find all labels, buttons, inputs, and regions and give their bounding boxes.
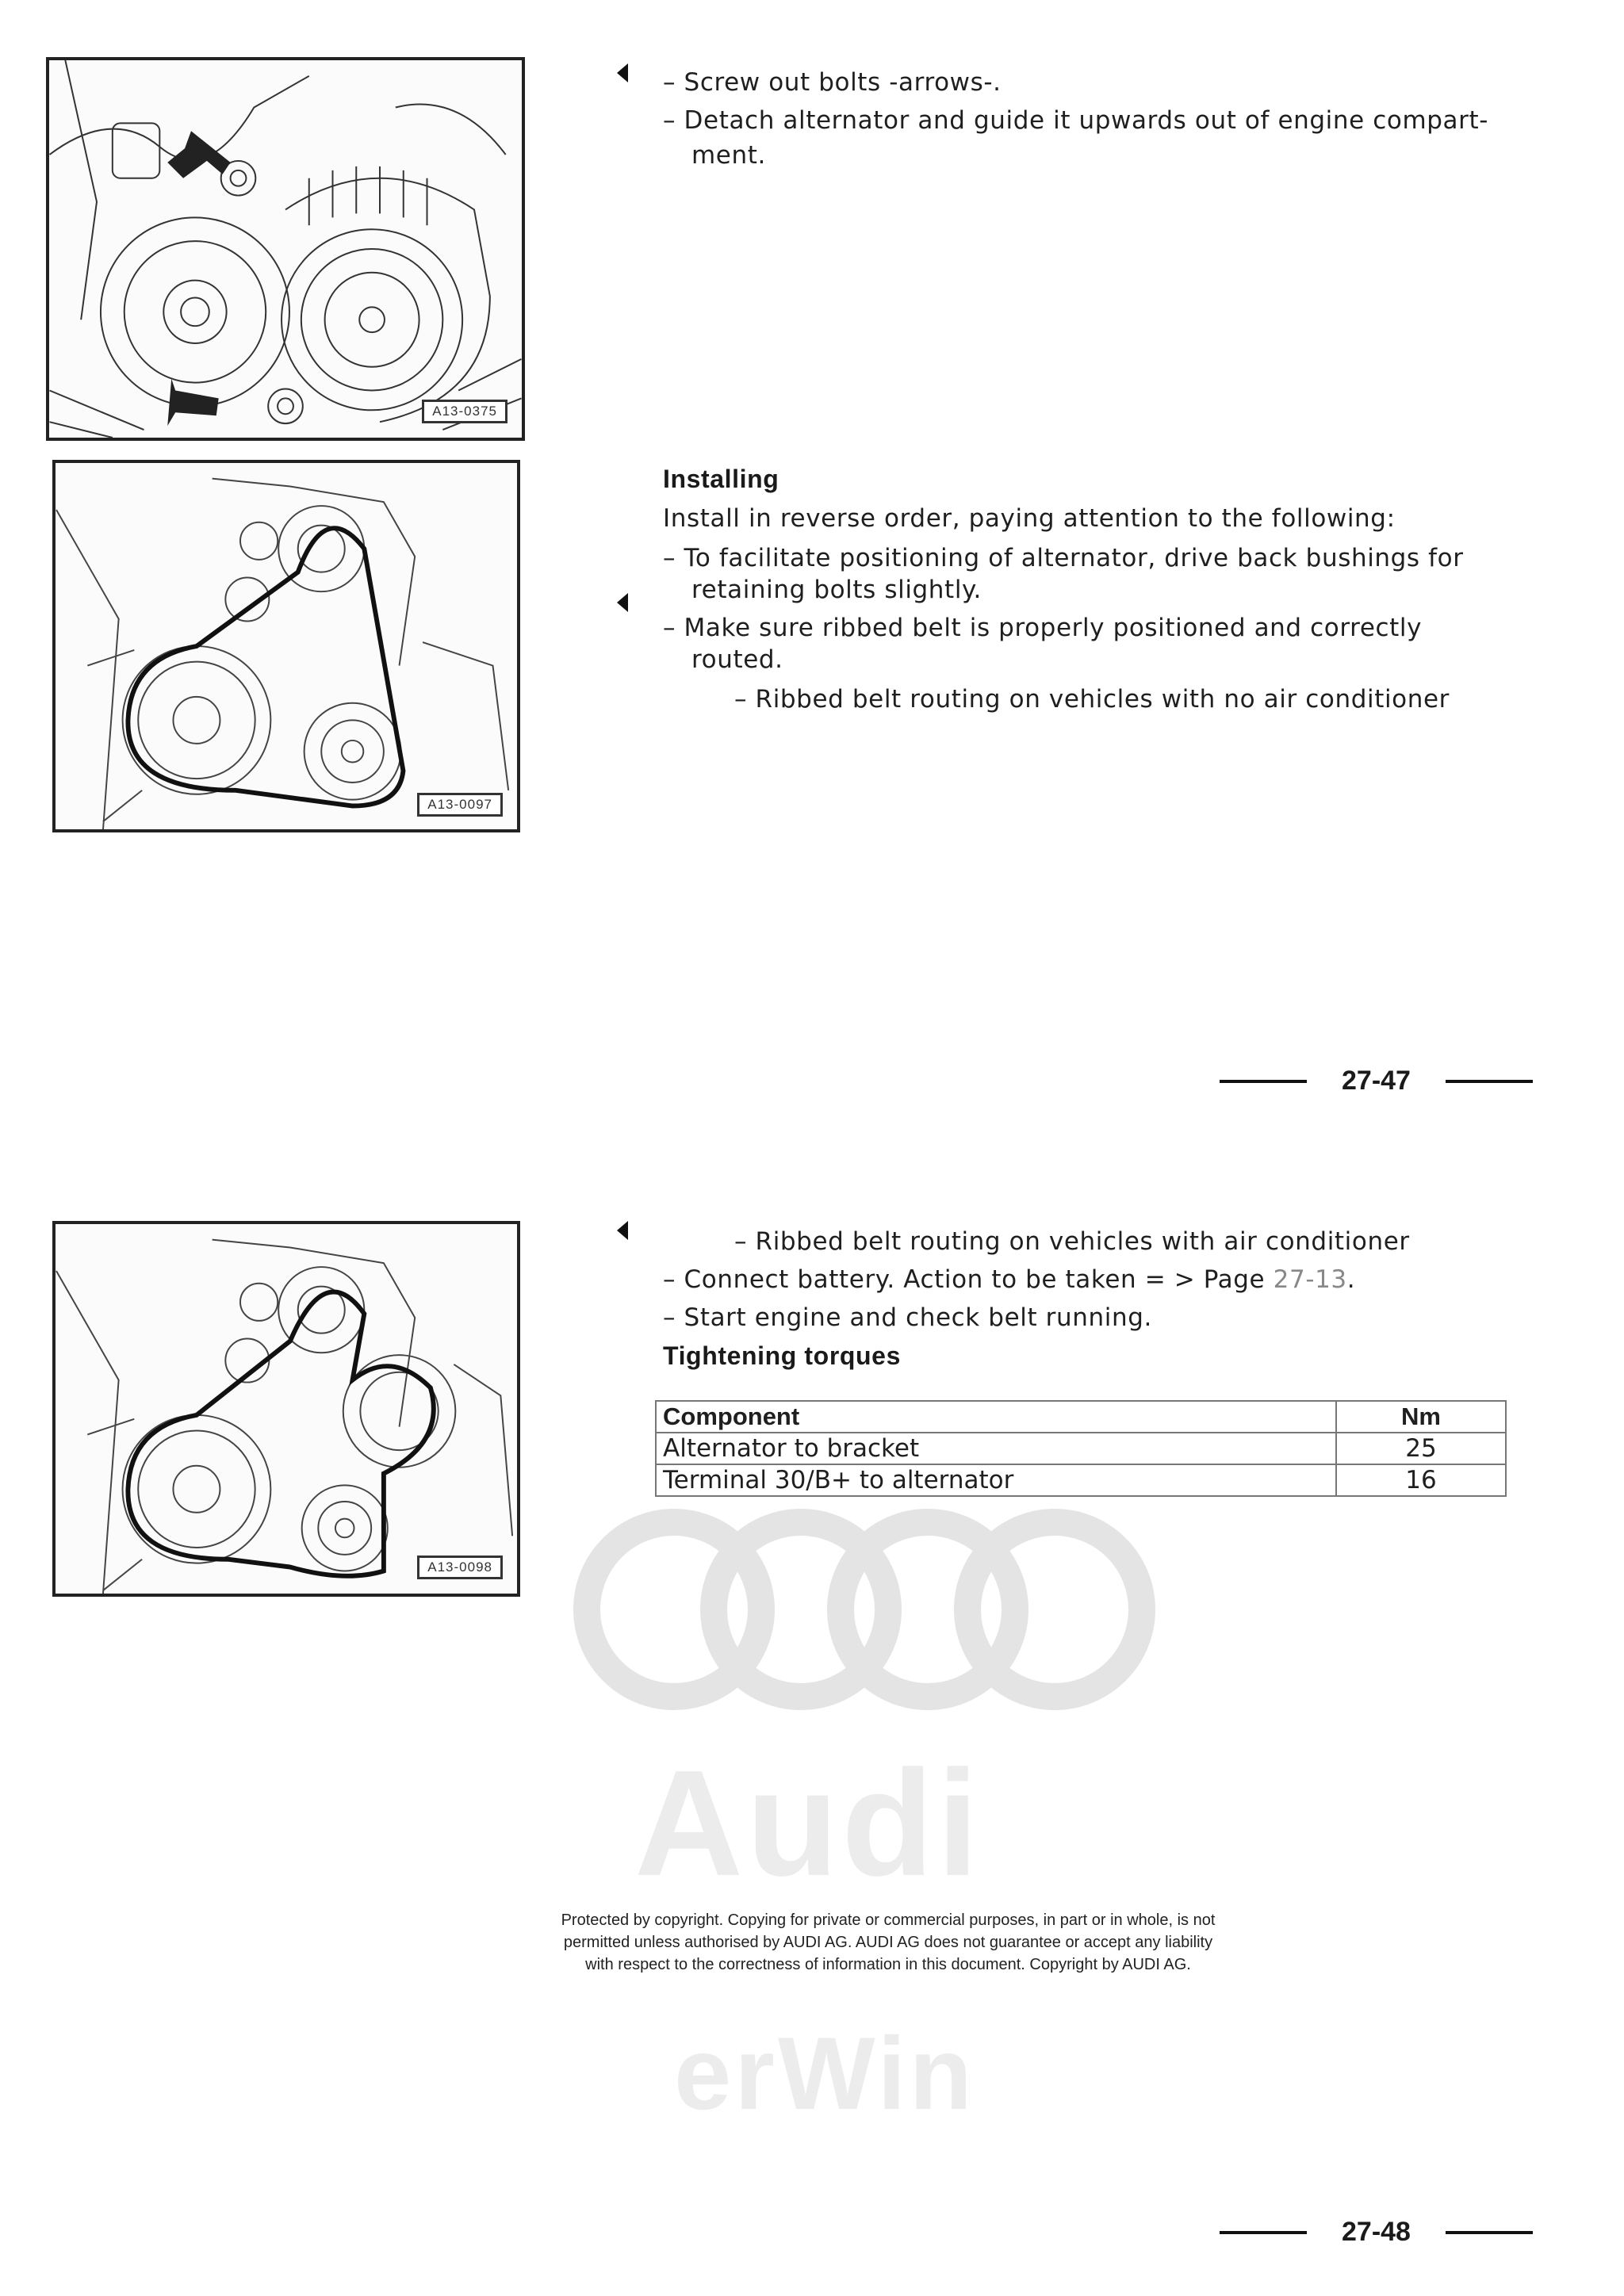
step-marker-icon xyxy=(617,1221,628,1240)
step-ribbed-belt: – Make sure ribbed belt is properly positioned and correctly xyxy=(663,614,1423,642)
step-screw-out-bolts: – Screw out bolts -arrows-. xyxy=(663,68,1002,97)
audi-rings-watermark xyxy=(555,1490,1189,1728)
step-belt-routing-ac: – Ribbed belt routing on vehicles with air conditioner xyxy=(734,1227,1410,1256)
table-header-row xyxy=(656,1401,1506,1433)
page-number-27-48 xyxy=(1220,2217,1533,2248)
step-bushings: – To facilitate positioning of alternator, drive back bushings for xyxy=(663,544,1464,572)
figure-label: A13-0097 xyxy=(417,793,503,817)
step-bushings-cont: retaining bolts slightly. xyxy=(691,576,982,604)
torque-table xyxy=(655,1400,1507,1497)
copyright-line: Protected by copyright. Copying for private or commercial purposes, in part or in whole, is not xyxy=(561,1911,1216,1929)
installing-intro: Install in reverse order, paying attention to the following: xyxy=(663,504,1396,533)
copyright-notice xyxy=(492,1909,1285,1976)
page-number: 27-48 xyxy=(1342,2217,1411,2247)
step-marker-icon xyxy=(617,63,628,82)
erwin-watermark: erWin xyxy=(674,2015,975,2131)
step-connect-battery xyxy=(663,1264,1355,1295)
table-cell: 16 xyxy=(1336,1464,1506,1496)
figure-alternator-bolts xyxy=(46,57,525,441)
belt-routing-no-ac-illustration xyxy=(56,463,517,829)
tightening-torques-heading: Tightening torques xyxy=(663,1341,901,1370)
audi-wordmark-watermark: Audi xyxy=(634,1739,982,1908)
page-rule xyxy=(1446,2231,1533,2234)
table-cell: 25 xyxy=(1336,1433,1506,1464)
copyright-line: permitted unless authorised by AUDI AG. AUDI AG does not guarantee or accept any liability xyxy=(563,1934,1213,1951)
column-header-component: Component xyxy=(656,1401,1336,1433)
step-belt-routing-no-ac: – Ribbed belt routing on vehicles with no air conditioner xyxy=(734,685,1450,714)
step-start-engine: – Start engine and check belt running. xyxy=(663,1303,1152,1332)
page-rule xyxy=(1220,2231,1307,2234)
figure-belt-routing-no-ac xyxy=(52,460,520,832)
step-ribbed-belt-cont: routed. xyxy=(691,645,783,674)
table-cell: Alternator to bracket xyxy=(656,1433,1336,1464)
page-rule xyxy=(1220,1080,1307,1083)
figure-belt-routing-ac xyxy=(52,1221,520,1597)
figure-label: A13-0098 xyxy=(417,1556,503,1579)
table-cell: Terminal 30/B+ to alternator xyxy=(656,1464,1336,1496)
page-rule xyxy=(1446,1080,1533,1083)
page-number: 27-47 xyxy=(1342,1066,1411,1096)
belt-routing-ac-illustration xyxy=(56,1224,517,1594)
step-marker-icon xyxy=(617,593,628,612)
column-header-nm: Nm xyxy=(1336,1401,1506,1433)
copyright-line: with respect to the correctness of information in this document. Copyright by AUDI AG. xyxy=(585,1956,1191,1973)
table-row xyxy=(656,1433,1506,1464)
battery-text: – Connect battery. Action to be taken = > Page xyxy=(663,1265,1274,1294)
step-detach-alternator: – Detach alternator and guide it upwards out of engine compart- xyxy=(663,106,1489,135)
page-number-27-47 xyxy=(1220,1066,1533,1096)
battery-text-end: . xyxy=(1346,1265,1356,1294)
page-link-27-13[interactable]: 27-13 xyxy=(1273,1265,1347,1294)
installing-heading: Installing xyxy=(663,465,779,493)
step-detach-alternator-cont: ment. xyxy=(691,141,766,170)
figure-label: A13-0375 xyxy=(422,400,508,423)
alternator-illustration xyxy=(49,60,522,438)
